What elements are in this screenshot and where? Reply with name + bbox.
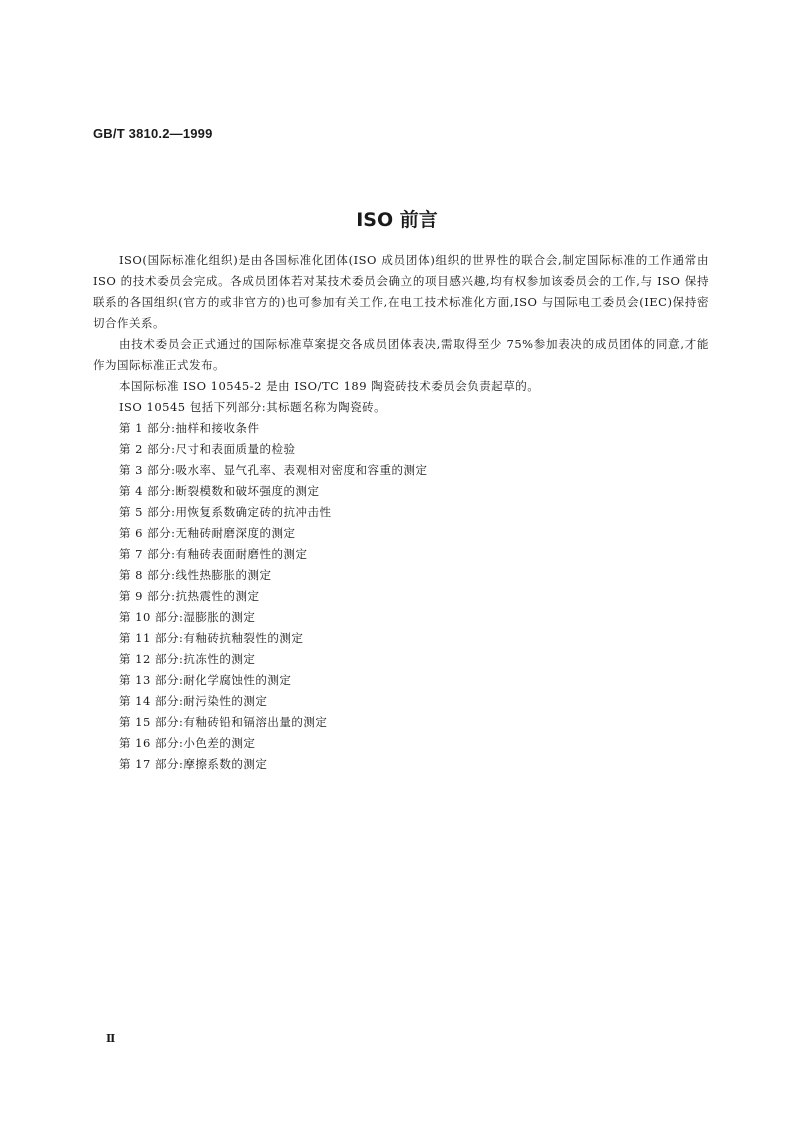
- page-number: Ⅱ: [106, 1032, 116, 1045]
- part-list-item: 第 7 部分:有釉砖表面耐磨性的测定: [119, 547, 308, 561]
- paragraph-voting: 由技术委员会正式通过的国际标准草案提交各成员团体表决,需取得至少 75%参加表决的成员团体的同意,才能作为国际标准正式发布。: [93, 337, 709, 372]
- document-body: [93, 250, 709, 775]
- part-list-item: 第 9 部分:抗热震性的测定: [119, 589, 260, 603]
- standard-number: GB/T 3810.2—1999: [93, 126, 213, 141]
- part-list-item: 第 12 部分:抗冻性的测定: [119, 652, 256, 666]
- part-list-item: 第 8 部分:线性热膨胀的测定: [119, 568, 272, 582]
- part-list-item: 第 10 部分:湿膨胀的测定: [119, 610, 256, 624]
- line-parts-intro: ISO 10545 包括下列部分:其标题名称为陶瓷砖。: [119, 400, 387, 414]
- part-list-item: 第 5 部分:用恢复系数确定砖的抗冲击性: [119, 505, 332, 519]
- part-list-item: 第 4 部分:断裂模数和破坏强度的测定: [119, 484, 320, 498]
- part-list-item: 第 2 部分:尺寸和表面质量的检验: [119, 442, 296, 456]
- part-list-item: 第 6 部分:无釉砖耐磨深度的测定: [119, 526, 296, 540]
- part-list-item: 第 3 部分:吸水率、显气孔率、表观相对密度和容重的测定: [119, 463, 428, 477]
- part-list-item: 第 1 部分:抽样和接收条件: [119, 421, 260, 435]
- part-list-item: 第 13 部分:耐化学腐蚀性的测定: [119, 673, 292, 687]
- page-title: ISO 前言: [356, 209, 438, 231]
- part-list-item: 第 14 部分:耐污染性的测定: [119, 694, 268, 708]
- part-list-item: 第 16 部分:小色差的测定: [119, 736, 256, 750]
- part-list-item: 第 15 部分:有釉砖铅和镉溶出量的测定: [119, 715, 328, 729]
- line-drafting-committee: 本国际标准 ISO 10545-2 是由 ISO/TC 189 陶瓷砖技术委员会负责起草的。: [119, 379, 540, 393]
- part-list-item: 第 17 部分:摩擦系数的测定: [119, 757, 268, 771]
- paragraph-iso-intro: ISO(国际标准化组织)是由各国标准化团体(ISO 成员团体)组织的世界性的联合会,制定国际标准的工作通常由 ISO 的技术委员会完成。各成员团体若对某技术委员会确立的项目感兴趣,均有权参加该委员会的工作,与 ISO 保持联系的各国组织(官方的或非官方的)也可参加有关工作,在电工技术标准化方面,ISO 与国际电工委员会(IEC)保持密切合作关系。: [93, 253, 709, 330]
- part-list-item: 第 11 部分:有釉砖抗釉裂性的测定: [119, 631, 304, 645]
